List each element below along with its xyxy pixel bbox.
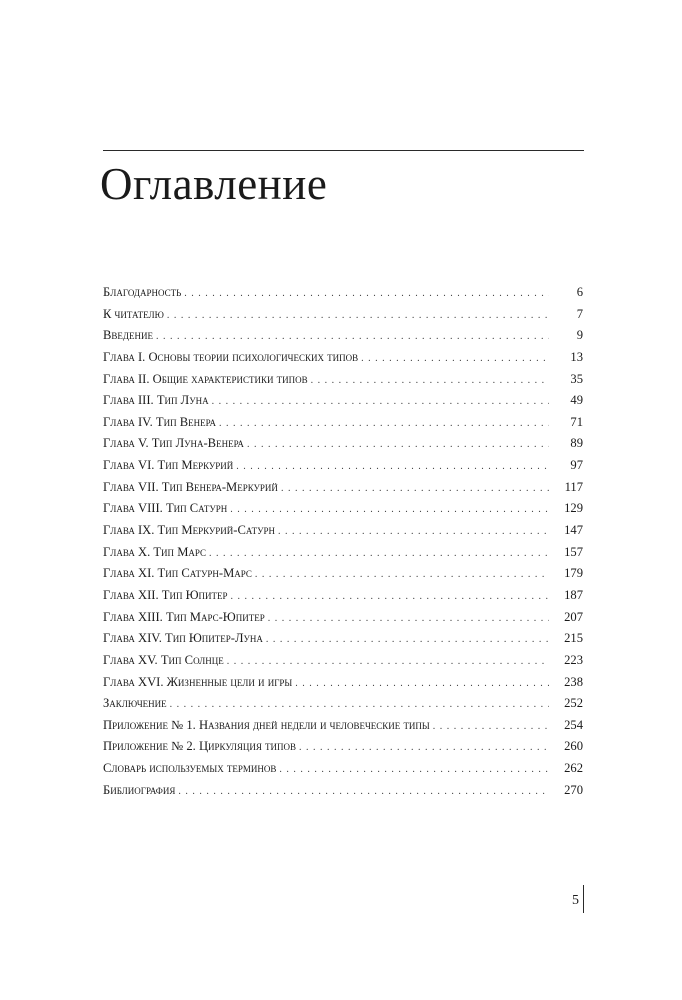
toc-entry[interactable] [103,282,583,304]
toc-entry-page: 147 [564,523,583,538]
toc-leader-dots [281,478,549,500]
toc-entry-title: Приложение № 2. Циркуляция типов [103,739,296,754]
toc-entry-title: Глава IV. Тип Венера [103,414,217,429]
toc-entry-page: 89 [570,436,583,451]
toc-entry[interactable] [103,563,583,585]
toc-leader-dots [227,651,549,673]
toc-entry-page: 13 [570,349,583,364]
toc-entry-page: 35 [570,371,583,386]
toc-entry-page: 238 [564,674,583,689]
toc-entry-page: 207 [564,609,583,624]
toc-entry-page: 223 [564,652,583,667]
toc-entry-title: Глава V. Тип Луна-Венера [103,436,244,451]
toc-entry-page: 215 [564,631,583,646]
toc-entry-title: Глава I. Основы теории психологических типов [103,349,359,364]
toc-entry-title: Глава VII. Тип Венера-Меркурий [103,479,278,494]
toc-entry-page: 97 [570,458,583,473]
toc-entry[interactable] [103,498,583,520]
toc-entry[interactable] [103,607,583,629]
toc-entry-title: Глава XIV. Тип Юпитер-Луна [103,631,263,646]
toc-leader-dots [209,543,549,565]
toc-entry-page: 270 [564,782,583,797]
toc-entry-title: Глава XVI. Жизненные цели и игры [103,674,293,689]
toc-entry[interactable] [103,542,583,564]
toc-leader-dots [266,629,549,651]
toc-leader-dots [219,413,549,435]
toc-entry[interactable] [103,715,583,737]
toc-entry-page: 9 [576,328,583,343]
toc-leader-dots [311,370,549,392]
toc-leader-dots [236,456,549,478]
toc-entry-page: 260 [564,739,583,754]
toc-leader-dots [184,283,549,305]
toc-leader-dots [433,716,549,738]
toc-entry[interactable] [103,780,583,802]
toc-entry-page: 254 [564,717,583,732]
toc-entry[interactable] [103,585,583,607]
toc-leader-dots [255,564,549,586]
toc-entry-title: Библиография [103,782,176,797]
toc-entry-page: 252 [564,696,583,711]
toc-entry[interactable] [103,433,583,455]
table-of-contents [103,282,583,801]
toc-entry-title: Глава IX. Тип Меркурий-Сатурн [103,523,275,538]
toc-leader-dots [295,673,549,695]
toc-entry[interactable] [103,628,583,650]
toc-entry-title: Глава XI. Тип Сатурн-Марс [103,566,252,581]
toc-entry[interactable] [103,412,583,434]
toc-leader-dots [178,781,549,803]
toc-entry[interactable] [103,477,583,499]
page-number-rule [583,885,584,913]
page-title: Оглавление [100,159,328,209]
toc-entry[interactable] [103,672,583,694]
toc-leader-dots [170,694,549,716]
toc-entry[interactable] [103,693,583,715]
toc-leader-dots [361,348,549,370]
toc-leader-dots [230,499,549,521]
toc-entry[interactable] [103,325,583,347]
toc-leader-dots [299,737,549,759]
toc-entry-page: 117 [564,479,583,494]
toc-leader-dots [156,326,549,348]
toc-entry-title: Словарь используемых терминов [103,761,277,776]
toc-entry-title: К читателю [103,306,164,321]
toc-entry-page: 7 [576,306,583,321]
page-number: 5 [572,893,579,908]
toc-leader-dots [231,586,549,608]
toc-entry-title: Глава XIII. Тип Марс-Юпитер [103,609,265,624]
toc-entry-title: Благодарность [103,285,182,299]
toc-entry-page: 129 [564,501,583,516]
toc-entry-page: 71 [570,414,583,429]
toc-entry-title: Глава VI. Тип Меркурий [103,458,234,473]
toc-leader-dots [167,305,549,327]
toc-entry-title: Глава III. Тип Луна [103,393,209,408]
toc-entry-title: Глава VIII. Тип Сатурн [103,501,228,516]
toc-entry-page: 6 [576,285,583,299]
toc-entry[interactable] [103,520,583,542]
toc-entry[interactable] [103,304,583,326]
toc-entry-page: 262 [564,761,583,776]
toc-entry-title: Глава X. Тип Марс [103,544,207,559]
toc-leader-dots [278,521,549,543]
toc-entry[interactable] [103,347,583,369]
toc-entry-title: Введение [103,328,154,343]
toc-entry[interactable] [103,390,583,412]
toc-leader-dots [212,391,549,413]
toc-entry-title: Глава XII. Тип Юпитер [103,587,228,602]
toc-entry-page: 157 [564,544,583,559]
toc-entry-title: Приложение № 1. Названия дней недели и человеческие типы [103,717,430,732]
toc-entry-page: 49 [570,393,583,408]
toc-entry-page: 187 [564,587,583,602]
toc-entry[interactable] [103,736,583,758]
heading-rule [103,150,584,151]
toc-entry-page: 179 [564,566,583,581]
toc-leader-dots [247,434,549,456]
toc-entry-title: Глава XV. Тип Солнце [103,652,224,667]
toc-entry-title: Заключение [103,696,167,711]
toc-leader-dots [268,608,549,630]
toc-entry[interactable] [103,650,583,672]
toc-entry[interactable] [103,455,583,477]
toc-leader-dots [279,759,549,781]
toc-entry[interactable] [103,758,583,780]
toc-entry-title: Глава II. Общие характеристики типов [103,371,308,386]
toc-entry[interactable] [103,369,583,391]
